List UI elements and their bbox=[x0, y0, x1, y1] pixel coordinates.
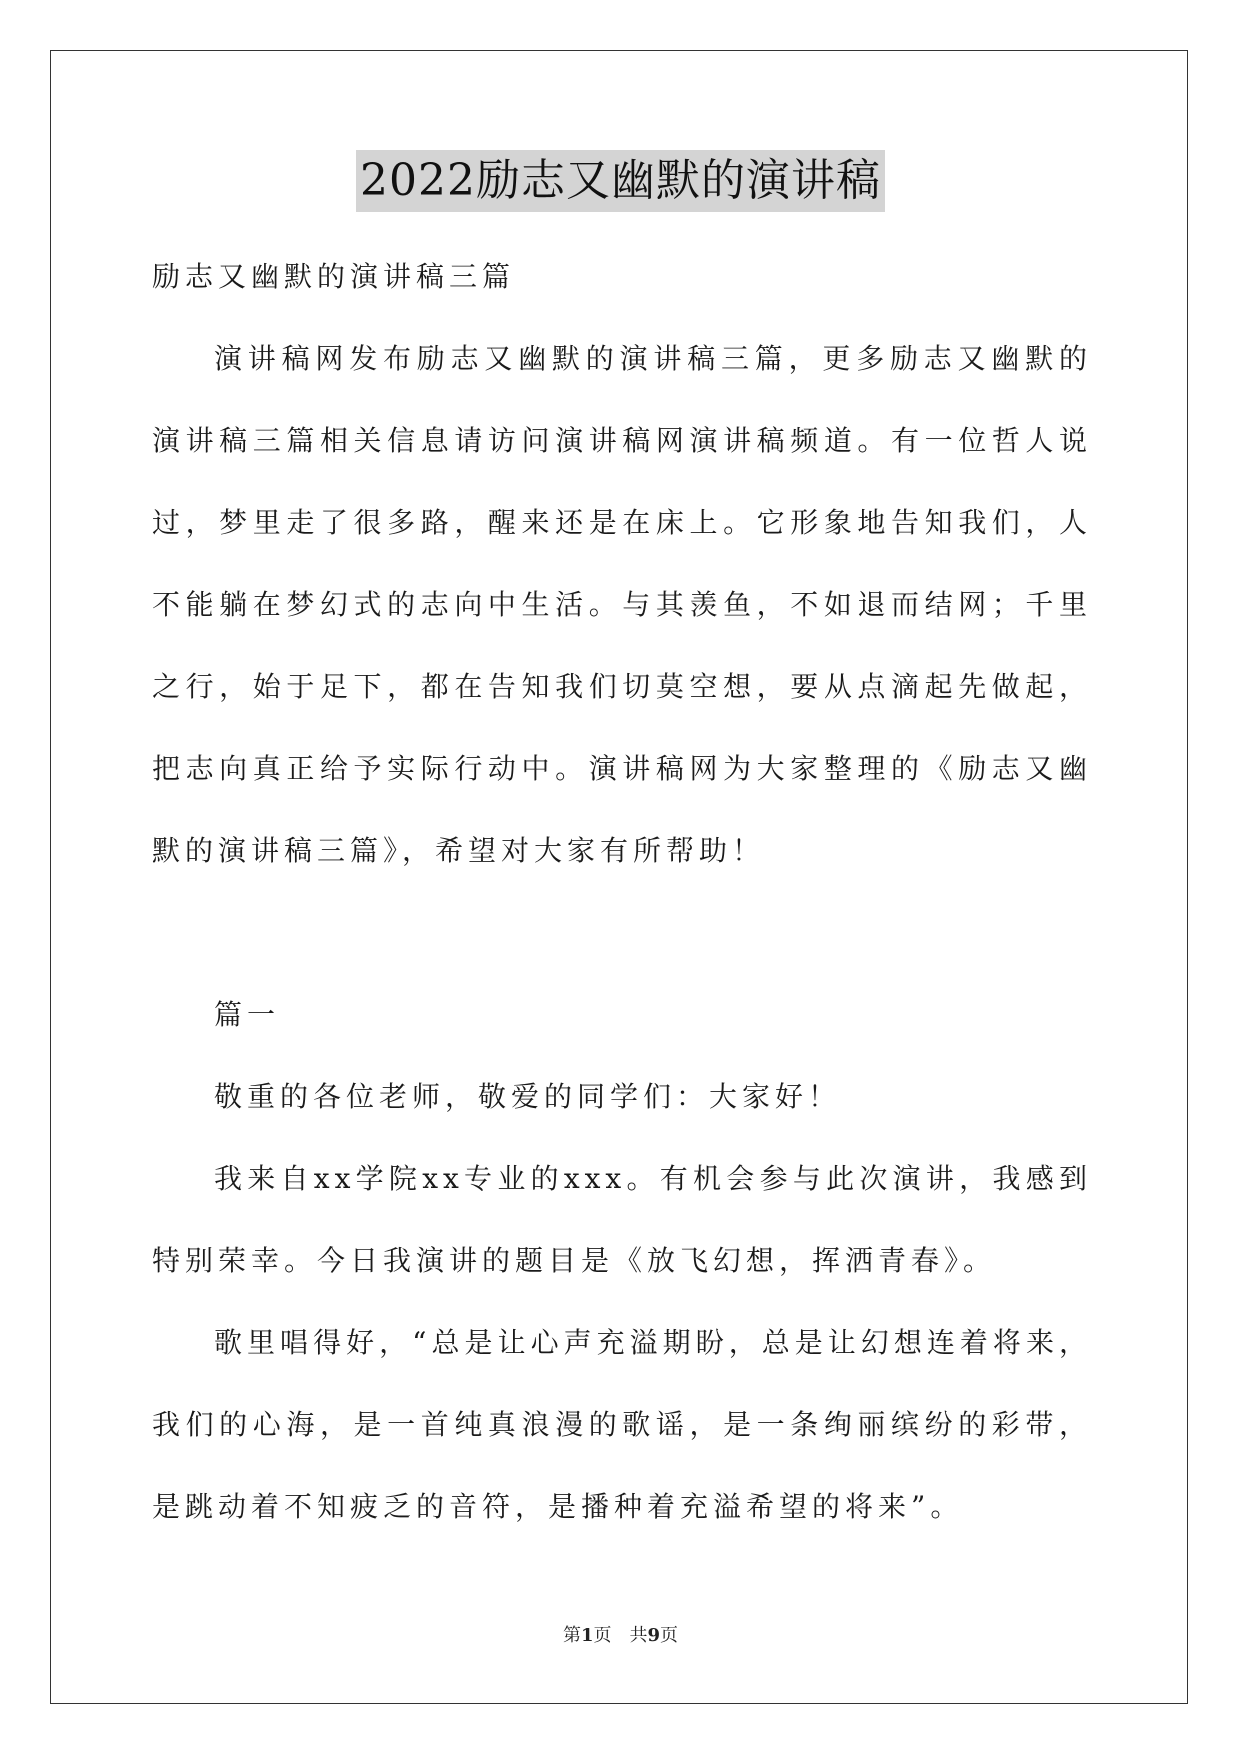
document-body bbox=[152, 236, 1092, 1548]
page-mid: 页 共 bbox=[593, 1625, 648, 1646]
title-container bbox=[0, 150, 1241, 212]
page-prefix: 第 bbox=[562, 1625, 581, 1646]
paragraph-gap bbox=[152, 892, 1092, 974]
section-heading: 篇一 bbox=[214, 998, 281, 1031]
total-page-count: 9 bbox=[647, 1625, 661, 1646]
page-suffix: 页 bbox=[660, 1625, 679, 1646]
document-subtitle: 励志又幽默的演讲稿三篇 bbox=[152, 260, 516, 293]
body-paragraph-2: 歌里唱得好，“总是让心声充溢期盼，总是让幻想连着将来，我们的心海，是一首纯真浪漫的歌谣，是一条绚丽缤纷的彩带，是跳动着不知疲乏的音符，是播种着充溢希望的将来”。 bbox=[152, 1326, 1092, 1523]
document-title: 2022励志又幽默的演讲稿 bbox=[356, 150, 885, 212]
current-page-number: 1 bbox=[580, 1625, 594, 1646]
page-footer bbox=[0, 1621, 1241, 1647]
greeting-paragraph: 敬重的各位老师，敬爱的同学们：大家好！ bbox=[214, 1080, 842, 1113]
intro-paragraph: 演讲稿网发布励志又幽默的演讲稿三篇，更多励志又幽默的演讲稿三篇相关信息请访问演讲稿网演讲稿频道。有一位哲人说过，梦里走了很多路，醒来还是在床上。它形象地告知我们，人不能躺在梦幻式的志向中生活。与其羡鱼，不如退而结网；千里之行，始于足下，都在告知我们切莫空想，要从点滴起先做起，把志向真正给予实际行动中。演讲稿网为大家整理的《励志又幽默的演讲稿三篇》，希望对大家有所帮助！ bbox=[152, 342, 1092, 867]
body-paragraph-1: 我来自xx学院xx专业的xxx。有机会参与此次演讲，我感到特别荣幸。今日我演讲的题目是《放飞幻想，挥洒青春》。 bbox=[152, 1162, 1092, 1277]
